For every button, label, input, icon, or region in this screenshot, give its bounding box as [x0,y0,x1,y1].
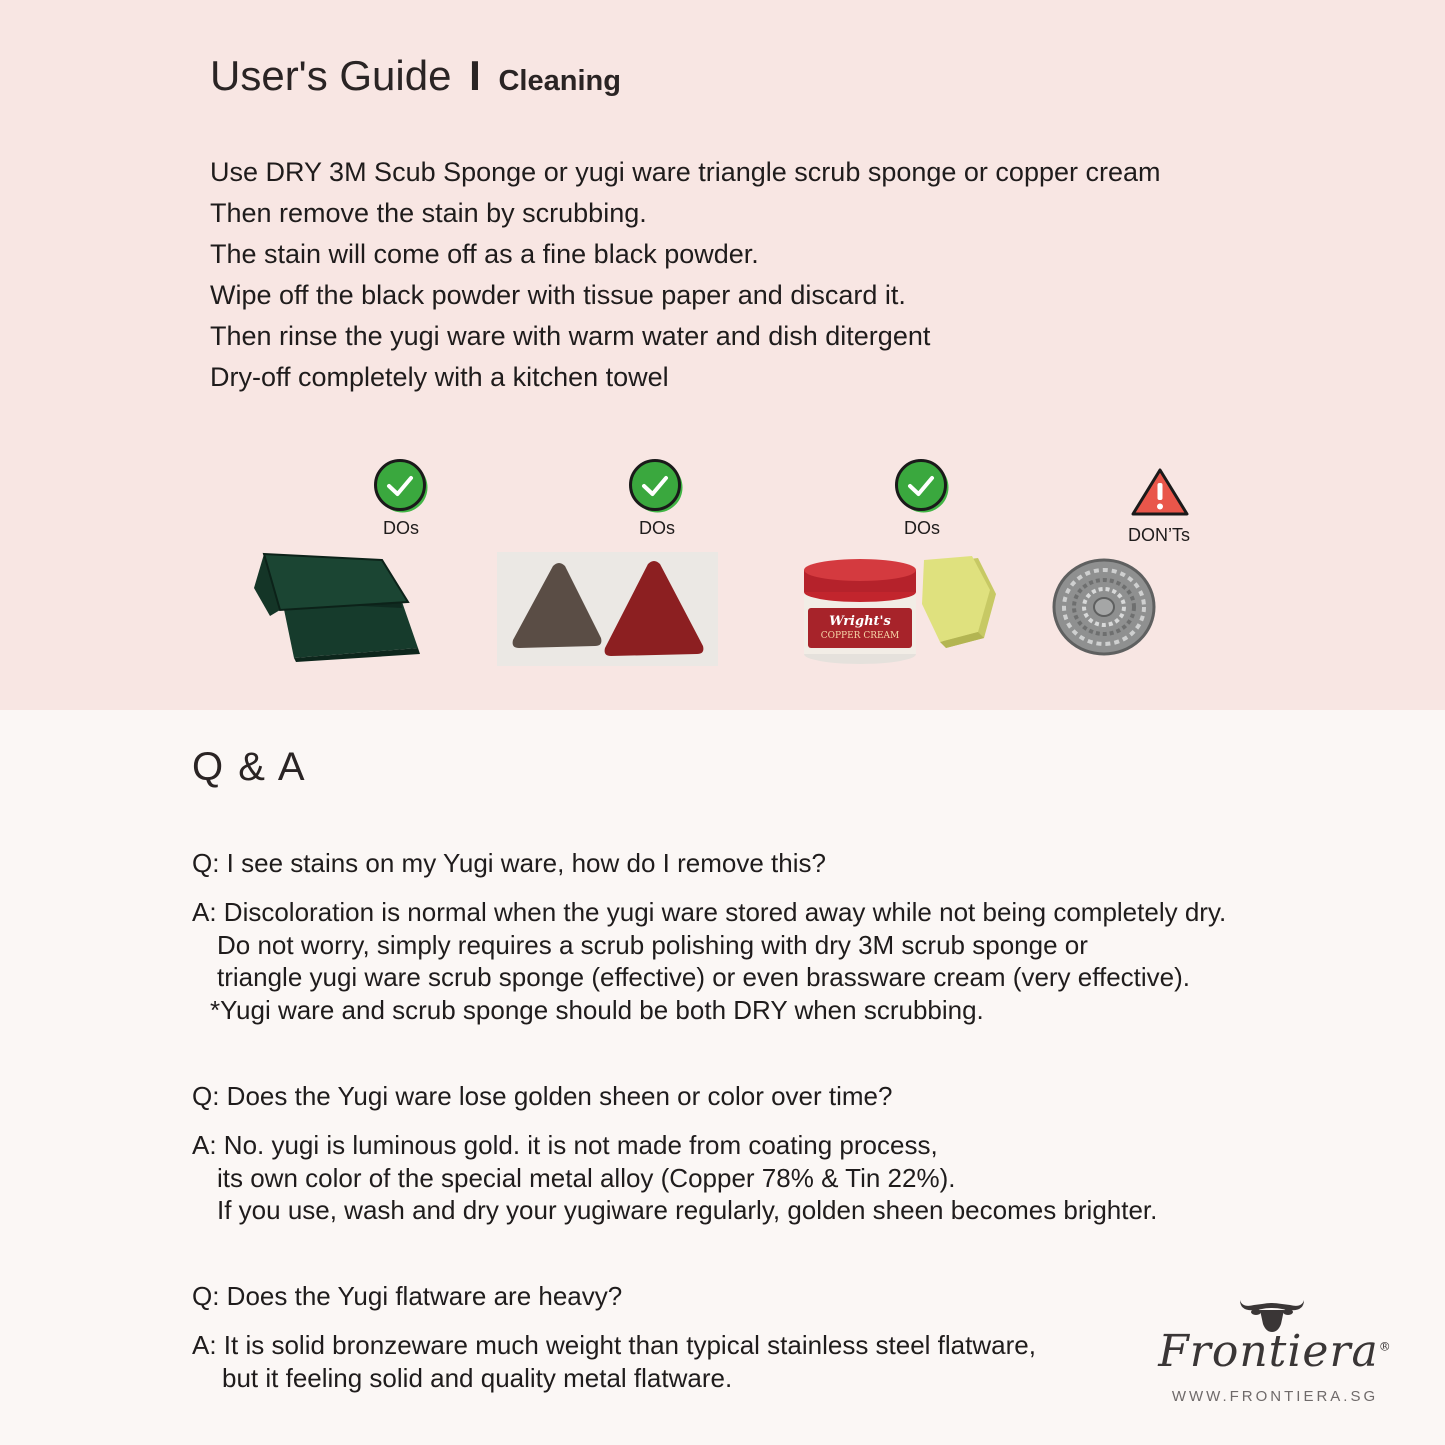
qa-answer [192,1329,1036,1394]
logo-url: WWW.FRONTIERA.SG [1171,1388,1379,1405]
qa-answer [192,1129,1157,1227]
check-icon [893,458,953,516]
qa-title: Q & A [192,745,307,789]
logo-wordmark [1150,1326,1400,1377]
jar-brand-text: Wright's [829,614,891,629]
users-guide-section [0,0,1445,710]
cleaning-step: Dry-off completely with a kitchen towel [210,362,669,392]
cleaning-step: Then rinse the yugi ware with warm water and dish ditergent [210,321,931,351]
qa-answer-line: A: No. yugi is luminous gold. it is not made from coating process, [192,1130,938,1160]
cleaning-step: Use DRY 3M Scub Sponge or yugi ware triangle scrub sponge or copper cream [210,157,1161,187]
qa-answer-line: If you use, wash and dry your yugiware regularly, golden sheen becomes brighter. [217,1195,1158,1225]
warning-icon [1129,466,1191,518]
qa-answer-line: *Yugi ware and scrub sponge should be both DRY when scrubbing. [210,994,984,1025]
qa-answer-line: triangle yugi ware scrub sponge (effective) or even brassware cream (very effective). [217,962,1191,992]
guide-title [210,52,621,100]
copper-cream-image [800,552,1000,670]
qa-answer-line: A: Discoloration is normal when the yugi ware stored away while not being completely dry. [192,897,1227,927]
check-icon [372,458,432,516]
badge-label-donts: DON’Ts [1128,525,1190,545]
guide-subtitle: Cleaning [498,65,621,97]
cleaning-steps-list [210,152,1161,398]
qa-answer-line: its own color of the special metal alloy (Copper 78% & Tin 22%). [217,1162,956,1193]
qa-question: Q: Does the Yugi ware lose golden sheen or color over time? [192,1081,893,1111]
qa-answer [192,896,1226,1026]
steel-wool-image [1050,556,1158,658]
qa-answer-line: A: It is solid bronzeware much weight than typical stainless steel flatware, [192,1330,1036,1360]
jar-product-text: COPPER CREAM [820,631,900,641]
qa-item [192,847,1226,1026]
triangle-sponges-image [497,552,718,666]
qa-item [192,1280,1036,1394]
badge-label-dos: DOs [904,518,940,538]
check-icon [627,458,687,516]
qa-item [192,1080,1157,1227]
badge-label-dos: DOs [383,518,419,538]
badge-label-dos: DOs [639,518,675,538]
qa-answer-line: but it feeling solid and quality metal flatware. [222,1362,733,1393]
registered-mark: ® [1378,1339,1392,1354]
cleaning-step: Wipe off the black powder with tissue paper and discard it. [210,280,906,310]
cleaning-step: Then remove the stain by scrubbing. [210,198,647,228]
qa-answer-line: Do not worry, simply requires a scrub polishing with dry 3M scrub sponge or [217,929,1088,960]
qa-question: Q: Does the Yugi flatware are heavy? [192,1281,623,1311]
logo-name-text: Frontiera [1158,1326,1379,1377]
guide-title-separator: I [469,52,481,99]
qa-question: Q: I see stains on my Yugi ware, how do I remove this? [192,848,826,878]
scrub-sponge-image [250,548,422,662]
guide-title-text: User's Guide [210,52,452,99]
cleaning-step: The stain will come off as a fine black powder. [210,239,759,269]
frontiera-logo [1150,1290,1400,1415]
